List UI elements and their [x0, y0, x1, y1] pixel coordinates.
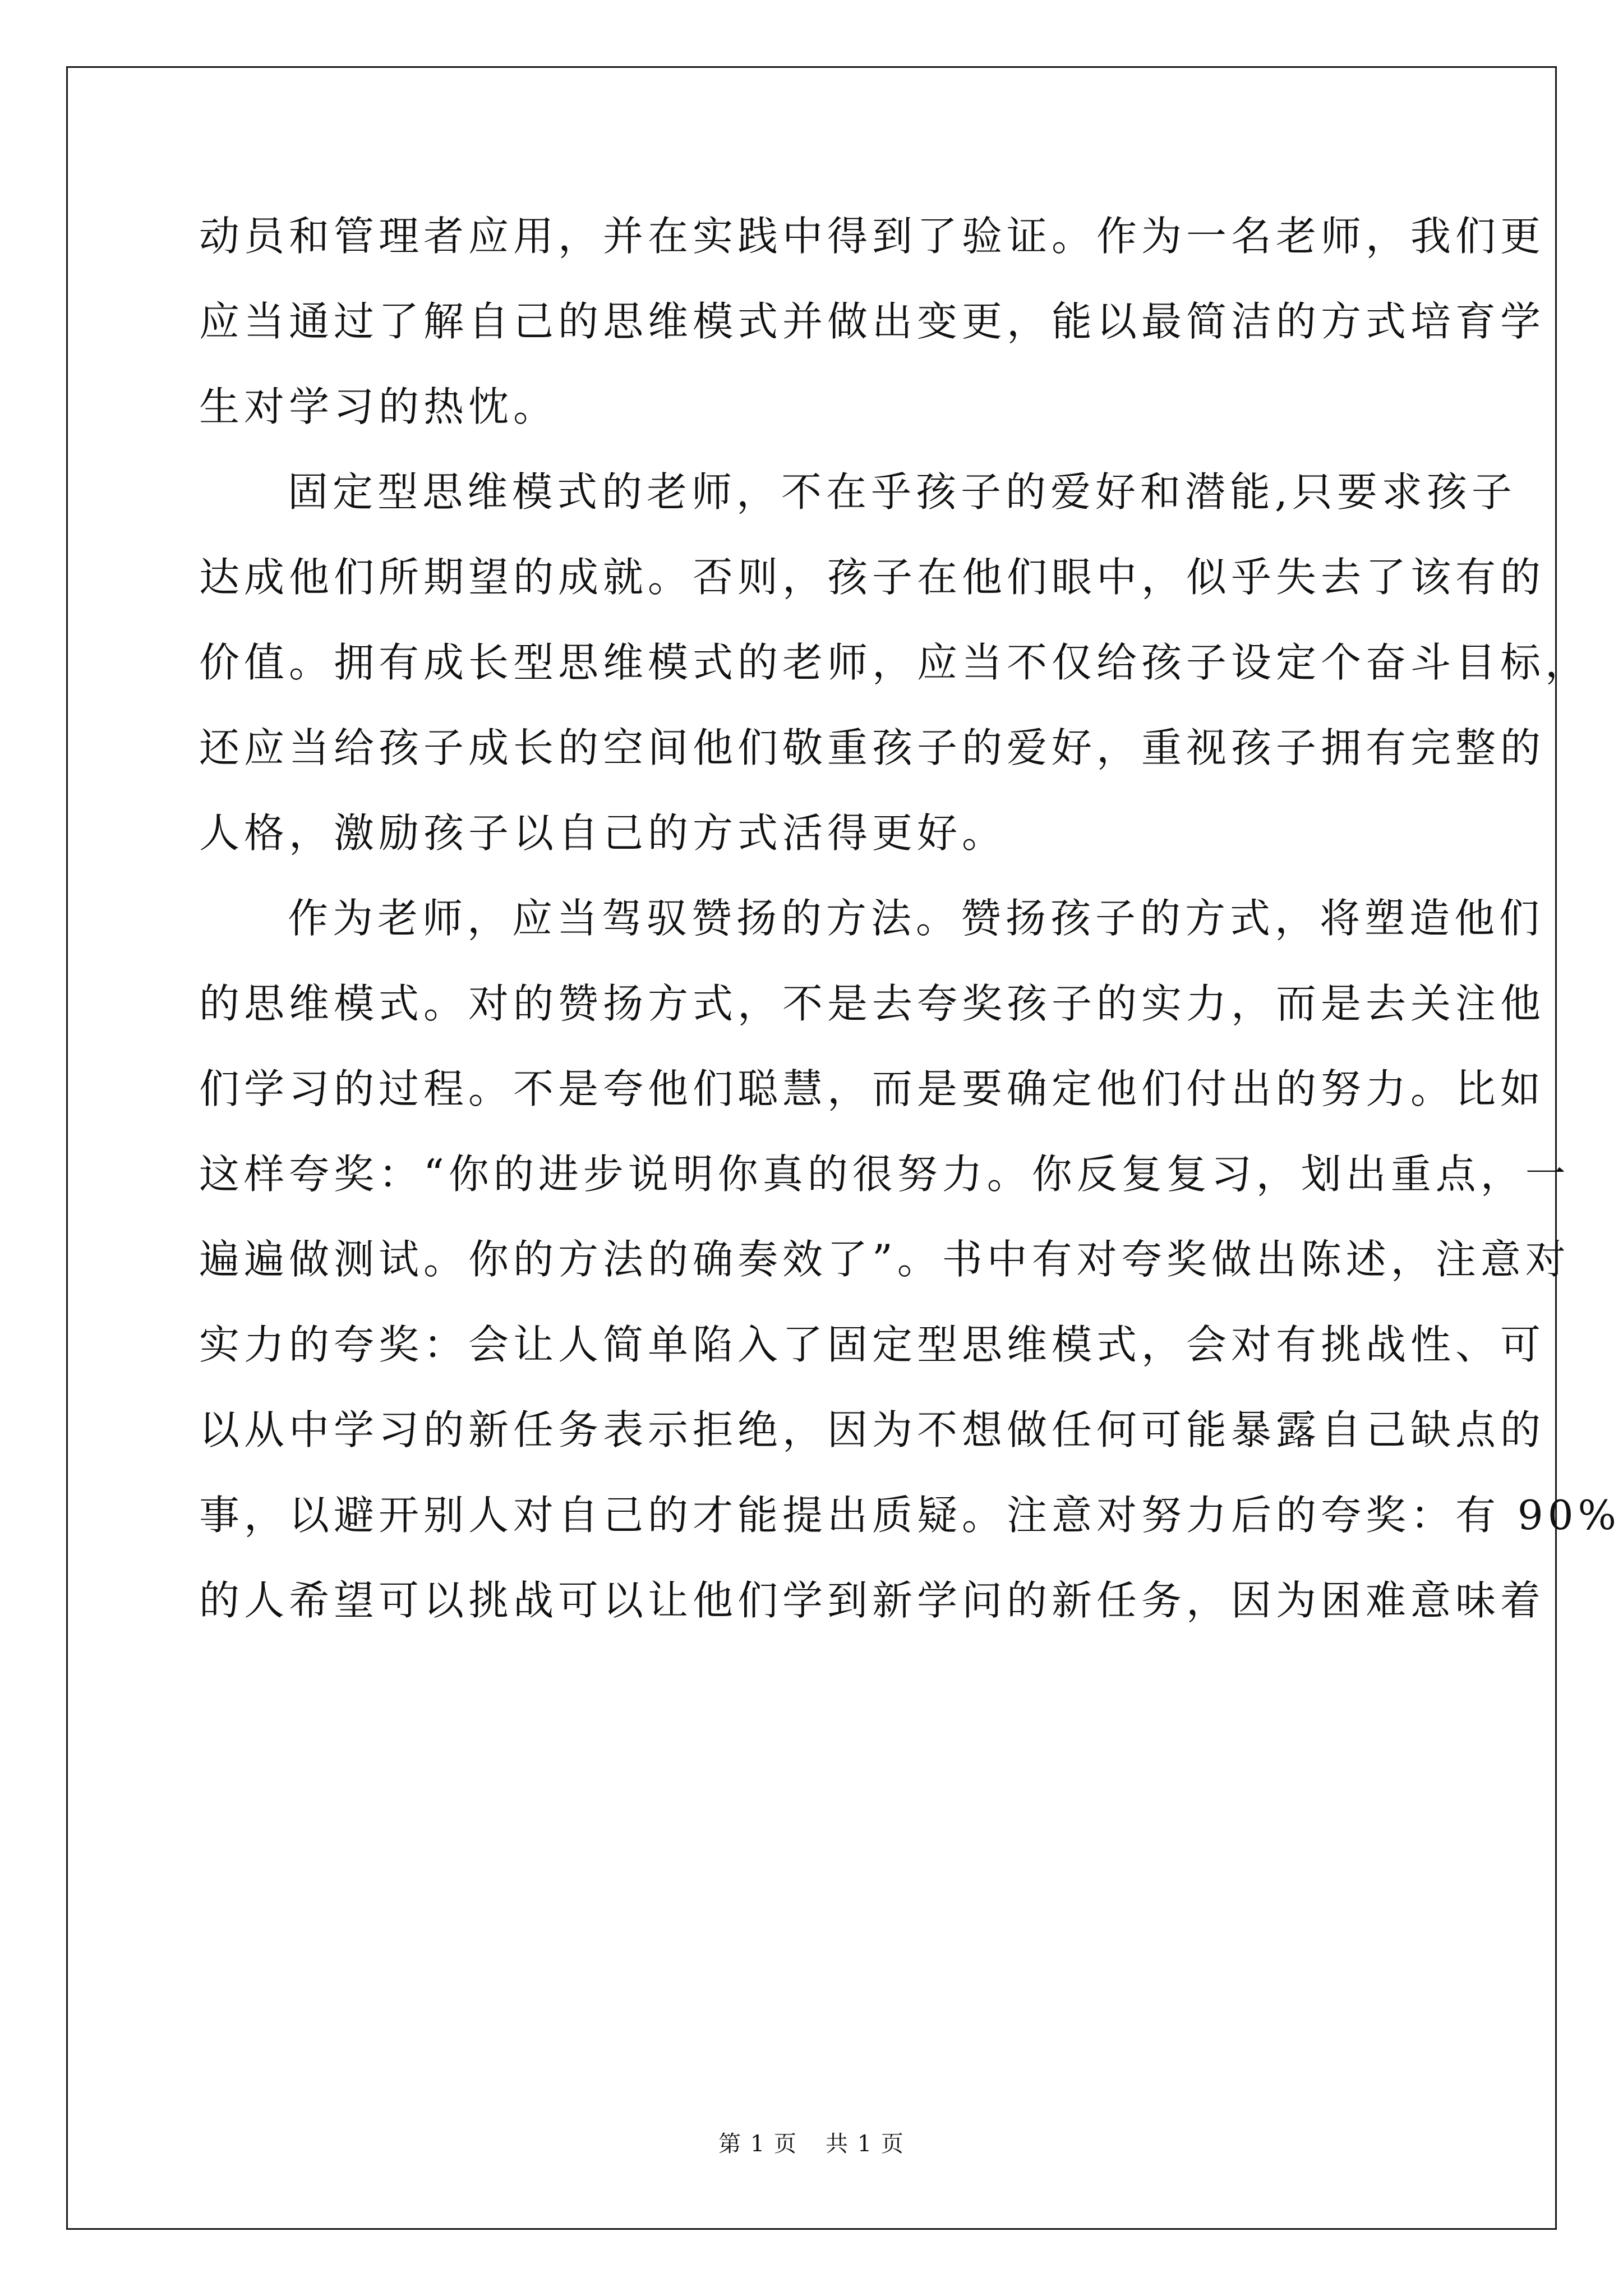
- text-line: 以从中学习的新任务表示拒绝，因为不想做任何可能暴露自己缺点的: [199, 1406, 1546, 1453]
- text-line: 作为老师，应当驾驭赞扬的方法。赞扬孩子的方式，将塑造他们: [288, 895, 1544, 942]
- text-line: 动员和管理者应用，并在实践中得到了验证。作为一名老师，我们更: [199, 213, 1546, 260]
- text-line: 实力的夸奖：会让人简单陷入了固定型思维模式，会对有挑战性、可: [199, 1321, 1546, 1368]
- text-line: 遍遍做测试。你的方法的确奏效了”。书中有对夸奖做出陈述，注意对: [199, 1236, 1570, 1283]
- text-line: 价值。拥有成长型思维模式的老师，应当不仅给孩子设定个奋斗目标，: [199, 639, 1590, 686]
- text-line: 事，以避开别人对自己的才能提出质疑。注意对努力后的夸奖：有 90%: [199, 1492, 1621, 1539]
- page-number: 第 1 页: [718, 2131, 797, 2157]
- page-total: 共 1 页: [826, 2131, 905, 2157]
- page-footer: [0, 2126, 1623, 2158]
- text-line: 达成他们所期望的成就。否则，孩子在他们眼中，似乎失去了该有的: [199, 554, 1546, 601]
- text-line: 生对学习的热忱。: [199, 383, 559, 430]
- text-line: 的思维模式。对的赞扬方式，不是去夸奖孩子的实力，而是去关注他: [199, 980, 1546, 1027]
- text-line: 还应当给孩子成长的空间他们敬重孩子的爱好，重视孩子拥有完整的: [199, 724, 1546, 771]
- text-line: 这样夸奖：“你的进步说明你真的很努力。你反复复习，划出重点，一: [199, 1151, 1570, 1198]
- text-line: 应当通过了解自己的思维模式并做出变更，能以最简洁的方式培育学: [199, 298, 1546, 345]
- text-line: 的人希望可以挑战可以让他们学到新学问的新任务，因为困难意味着: [199, 1577, 1546, 1624]
- text-line: 人格，激励孩子以自己的方式活得更好。: [199, 809, 1007, 857]
- text-line: 固定型思维模式的老师，不在乎孩子的爱好和潜能,只要求孩子: [288, 468, 1516, 516]
- text-line: 们学习的过程。不是夸他们聪慧，而是要确定他们付出的努力。比如: [199, 1065, 1546, 1112]
- document-body: [199, 194, 1621, 1643]
